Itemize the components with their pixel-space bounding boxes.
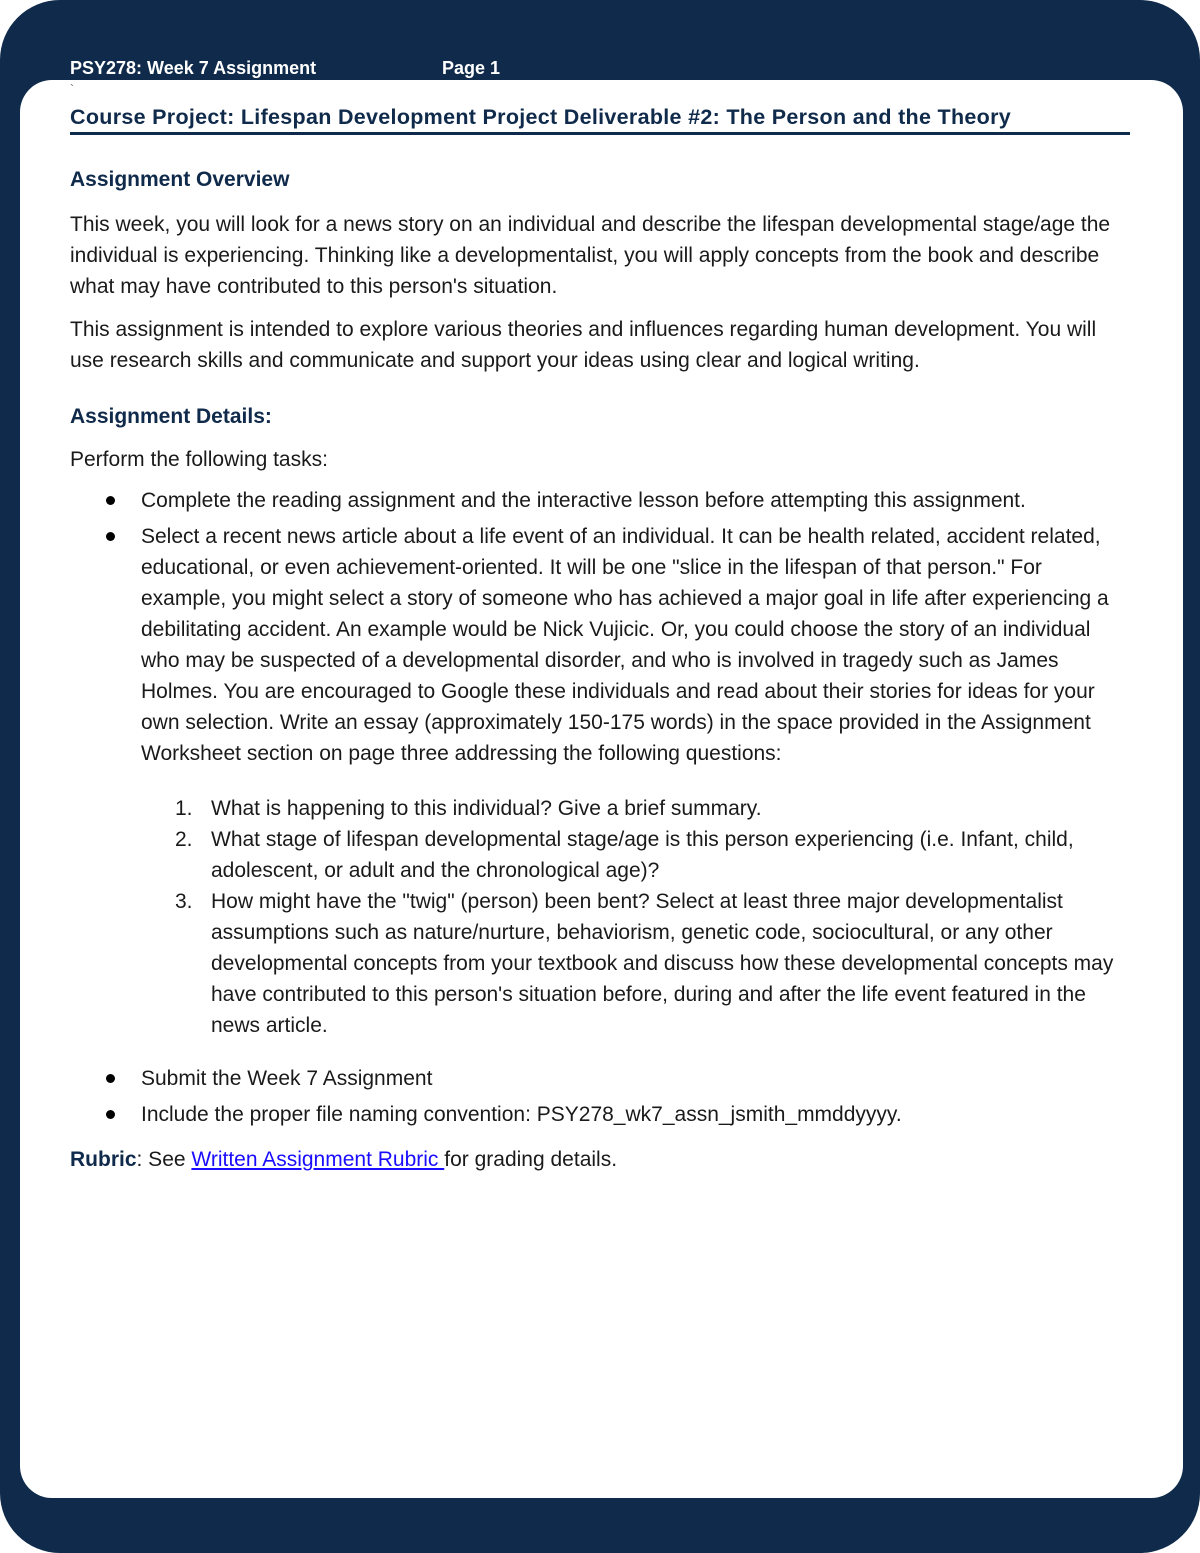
question-item — [70, 824, 1130, 886]
document-body — [70, 102, 1130, 1187]
question-text: What is happening to this individual? Give a brief summary. — [211, 797, 762, 820]
bullet-icon — [106, 532, 115, 541]
question-item — [70, 793, 1130, 824]
task-text: Submit the Week 7 Assignment — [141, 1067, 433, 1090]
page-number: Page 1 — [442, 58, 501, 78]
question-number: 2. — [175, 828, 193, 851]
rubric-label: Rubric — [70, 1148, 137, 1171]
list-item — [70, 1099, 1130, 1130]
task-text: Complete the reading assignment and the interactive lesson before attempting this assignment. — [141, 489, 1026, 512]
document-title: Course Project: Lifespan Development Project Deliverable #2: The Person and the Theory — [70, 102, 1130, 135]
page-header — [70, 58, 501, 79]
overview-heading: Assignment Overview — [70, 168, 290, 191]
rubric-pre: : See — [136, 1148, 192, 1171]
question-text: How might have the "twig" (person) been bent? Select at least three major developmentalist assumptions such as nature/nurture, behaviorism, genetic code, sociocultural, or any other developmental concepts from your textbook and discuss how these developmental concepts may have contributed to this person's situation before, during and after the life event featured in the news article. — [211, 890, 1114, 1037]
bullet-icon — [106, 496, 115, 505]
task-text: Include the proper file naming convention: PSY278_wk7_assn_jsmith_mmddyyyy. — [141, 1103, 902, 1126]
details-intro: Perform the following tasks: — [70, 448, 328, 471]
overview-paragraph-1: This week, you will look for a news story on an individual and describe the lifespan developmental stage/age the individual is experiencing. Thinking like a developmentalist, you will apply concepts from the book and describe what may have contributed to this person's situation. — [70, 213, 1111, 298]
question-text: What stage of lifespan developmental stage/age is this person experiencing (i.e. Infant, child, adolescent, or adult and the chronological age)? — [211, 828, 1074, 882]
rubric-link[interactable]: Written Assignment Rubric — [191, 1148, 445, 1171]
list-item — [70, 485, 1130, 516]
bullet-icon — [106, 1110, 115, 1119]
question-number: 3. — [175, 890, 193, 913]
details-heading: Assignment Details: — [70, 405, 272, 428]
question-number: 1. — [175, 797, 193, 820]
overview-paragraph-2: This assignment is intended to explore various theories and influences regarding human development. You will use research skills and communicate and support your ideas using clear and logical writing. — [70, 318, 1097, 372]
course-label: PSY278: Week 7 Assignment — [70, 58, 317, 78]
rubric-post: for grading details. — [444, 1148, 618, 1171]
question-item — [70, 886, 1130, 1041]
list-item — [70, 1063, 1130, 1094]
rubric-line — [70, 1144, 1130, 1175]
list-item — [70, 521, 1130, 1041]
question-list — [70, 793, 1130, 1041]
bullet-icon — [106, 1074, 115, 1083]
task-text: Select a recent news article about a life event of an individual. It can be health related, accident related, educational, or even achievement-oriented. It will be one "slice in the lifespan of that person." For example, you might select a story of someone who has achieved a major goal in life after experiencing a debilitating accident. An example would be Nick Vujicic. Or, you could choose the story of an individual who may be suspected of a developmental disorder, and who is involved in tragedy such as James Holmes. You are encouraged to Google these individuals and read about their stories for ideas for your own selection. Write an essay (approximately 150-175 words) in the space provided in the Assignment Worksheet section on page three addressing the following questions: — [141, 525, 1109, 765]
task-list — [70, 485, 1130, 1130]
stray-mark: ` — [70, 82, 74, 96]
